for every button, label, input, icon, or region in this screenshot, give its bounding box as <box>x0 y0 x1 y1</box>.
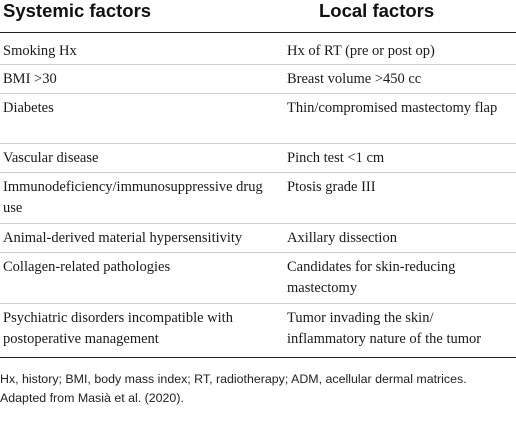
table-row <box>0 144 516 173</box>
systemic-factor-cell: Immunodeficiency/immunosuppressive drug use <box>3 179 263 216</box>
table-bottom-rule <box>0 357 516 358</box>
systemic-factor-cell: Psychiatric disorders incompatible with postoperative management <box>3 310 233 347</box>
systemic-factor-cell: Vascular disease <box>3 150 99 166</box>
header-systemic-factors: Systemic factors <box>3 0 152 21</box>
table-footnotes <box>0 370 516 408</box>
local-factor-cell: Ptosis grade III <box>287 179 376 195</box>
table-row <box>0 65 516 94</box>
systemic-factor-cell: Animal-derived material hypersensitivity <box>3 230 243 246</box>
systemic-factor-cell: BMI >30 <box>3 71 57 87</box>
header-rule <box>0 32 516 33</box>
systemic-factor-cell: Collagen-related pathologies <box>3 259 171 275</box>
systemic-factor-cell: Smoking Hx <box>3 43 77 59</box>
table-row <box>0 253 516 304</box>
local-factor-cell: Tumor invading the skin/ inflammatory nature of the tumor <box>287 310 482 347</box>
table-header <box>0 0 516 32</box>
local-factor-cell: Candidates for skin-reducing mastectomy <box>287 259 456 296</box>
source-footnote: Adapted from Masià et al. (2020). <box>0 391 184 405</box>
local-factor-cell: Axillary dissection <box>287 230 397 246</box>
header-local-factors: Local factors <box>319 0 435 21</box>
table-row <box>0 37 516 65</box>
table-row <box>0 304 516 356</box>
table-row <box>0 224 516 253</box>
local-factor-cell: Pinch test <1 cm <box>287 150 385 166</box>
table-row <box>0 173 516 224</box>
local-factor-cell: Breast volume >450 cc <box>287 71 422 87</box>
abbreviations-footnote: Hx, history; BMI, body mass index; RT, radiotherapy; ADM, acellular dermal matrices. <box>0 372 467 386</box>
table-row <box>0 94 516 144</box>
local-factor-cell: Thin/compromised mastectomy flap <box>287 100 498 116</box>
systemic-factor-cell: Diabetes <box>3 100 54 116</box>
local-factor-cell: Hx of RT (pre or post op) <box>287 43 435 59</box>
